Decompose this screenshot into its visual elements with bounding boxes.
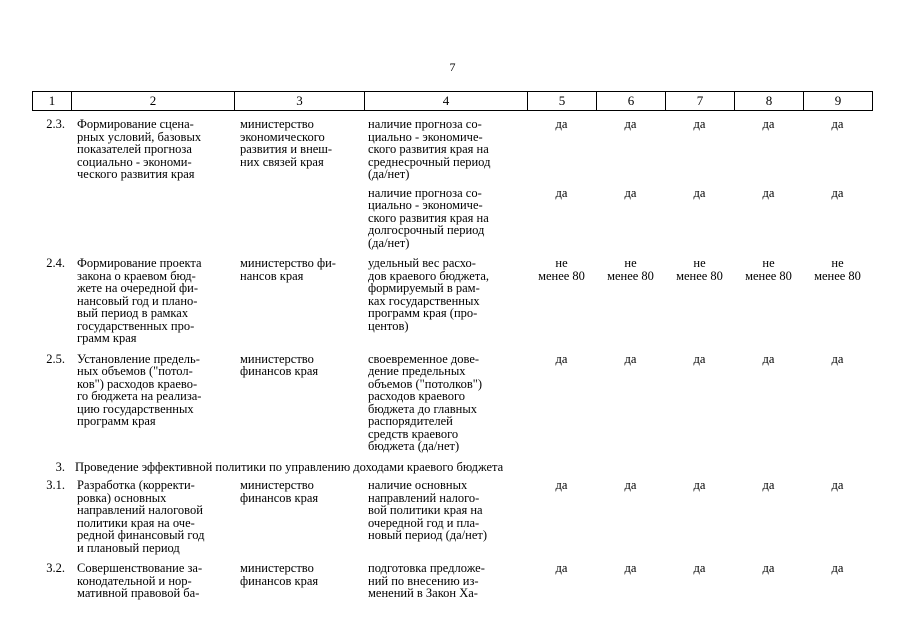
table-row — [32, 479, 872, 562]
header-cell-2: 2 — [72, 92, 235, 111]
indicator-value: да — [762, 185, 775, 200]
indicator-text: подготовка предложе- ний по внесению из- менений в Закон Ха- — [368, 561, 485, 600]
table-body — [32, 118, 872, 608]
executor: министерство финансов края — [240, 351, 319, 378]
header-cell-9: 9 — [804, 92, 873, 111]
indicator-value: да — [831, 185, 844, 200]
header-cell-8: 8 — [735, 92, 804, 111]
indicator-value: да — [555, 351, 568, 366]
indicator-value: да — [555, 185, 568, 200]
indicator-value: да — [762, 478, 775, 492]
activity-name: Установление предель- ных объемов ("потол- ков") расходов краево- го бюджета на реализа- цию государственных программ края — [77, 351, 202, 428]
indicator-text: наличие основных направлений налого- вой политики края на очередной год и пла- новый период (да/нет) — [368, 478, 488, 542]
indicator-value: да — [555, 478, 568, 492]
indicator-value: да — [831, 478, 844, 492]
indicator-text: удельный вес расхо- дов краевого бюджета, формируемый в рам- ках государственных программ края (про- центов) — [368, 256, 490, 333]
indicator-value: да — [624, 117, 637, 131]
indicator-value: да — [762, 561, 775, 575]
header-cell-7: 7 — [666, 92, 735, 111]
indicator-value: не менее 80 — [745, 256, 792, 283]
indicator-value: не менее 80 — [607, 256, 654, 283]
indicator-value: да — [693, 351, 706, 366]
indicator-value: да — [624, 185, 637, 200]
row-number: 3.2. — [46, 561, 65, 575]
header-cell-1: 1 — [33, 92, 72, 111]
table-header — [32, 91, 873, 111]
indicator-value: да — [762, 351, 775, 366]
activity-name: Формирование проекта закона о краевом бюд- жете на очередной фи- нансовый год и плано- вый период в рамках государственных про- грамм края — [77, 256, 202, 345]
row-number: 2.3. — [46, 117, 65, 131]
indicator-value: да — [831, 561, 844, 575]
executor: министерство фи- нансов края — [240, 256, 336, 283]
indicator-value: да — [555, 561, 568, 575]
header-cell-6: 6 — [597, 92, 666, 111]
indicator-value: не менее 80 — [538, 256, 585, 283]
executor: министерство финансов края — [240, 561, 319, 588]
table-row — [32, 257, 872, 353]
section-number: 3. — [55, 459, 65, 474]
activity-name: Совершенствование за- конодательной и нор- мативной правовой ба- — [77, 561, 203, 600]
executor: министерство финансов края — [240, 478, 319, 505]
indicator-value: да — [624, 561, 637, 575]
indicator-value: да — [762, 117, 775, 131]
indicator-value: да — [693, 478, 706, 492]
indicator-text: своевременное дове- дение предельных объемов ("потолков") расходов краевого бюджета до главных распорядителей средств краевого бюджета (да/нет) — [368, 351, 483, 453]
section-row — [32, 461, 872, 480]
indicator-text: наличие прогноза со- циально - экономиче- ского развития края на долгосрочный период (да/нет) — [368, 185, 489, 250]
indicator-value: да — [831, 351, 844, 366]
row-number: 2.4. — [46, 256, 65, 270]
header-row — [33, 92, 873, 111]
page-number: 7 — [449, 60, 456, 74]
indicator-value: да — [624, 351, 637, 366]
section-title: Проведение эффективной политики по управлению доходами краевого бюджета — [75, 459, 504, 474]
row-number: 3.1. — [46, 478, 65, 492]
indicator-value: да — [831, 117, 844, 131]
indicator-value: да — [693, 561, 706, 575]
table-row — [32, 118, 872, 187]
header-cell-5: 5 — [528, 92, 597, 111]
indicator-value: не менее 80 — [676, 256, 723, 283]
header-cell-4: 4 — [365, 92, 528, 111]
indicator-value: да — [693, 185, 706, 200]
table-row — [32, 353, 872, 461]
header-cell-3: 3 — [235, 92, 365, 111]
executor: министерство экономического развития и внеш- них связей края — [240, 117, 333, 169]
row-number: 2.5. — [46, 351, 65, 366]
activity-name: Формирование сцена- рных условий, базовых показателей прогноза социально - экономи- ческого развития края — [77, 117, 202, 181]
indicator-value: да — [624, 478, 637, 492]
table-row — [32, 562, 872, 608]
activity-name: Разработка (корректи- ровка) основных направлений налоговой политики края на оче- редной финансовый год и плановый период — [77, 478, 205, 555]
indicator-value: не менее 80 — [814, 256, 861, 283]
indicator-text: наличие прогноза со- циально - экономиче- ского развития края на среднесрочный период (да/нет) — [368, 117, 491, 181]
indicator-value: да — [555, 117, 568, 131]
indicator-value: да — [693, 117, 706, 131]
